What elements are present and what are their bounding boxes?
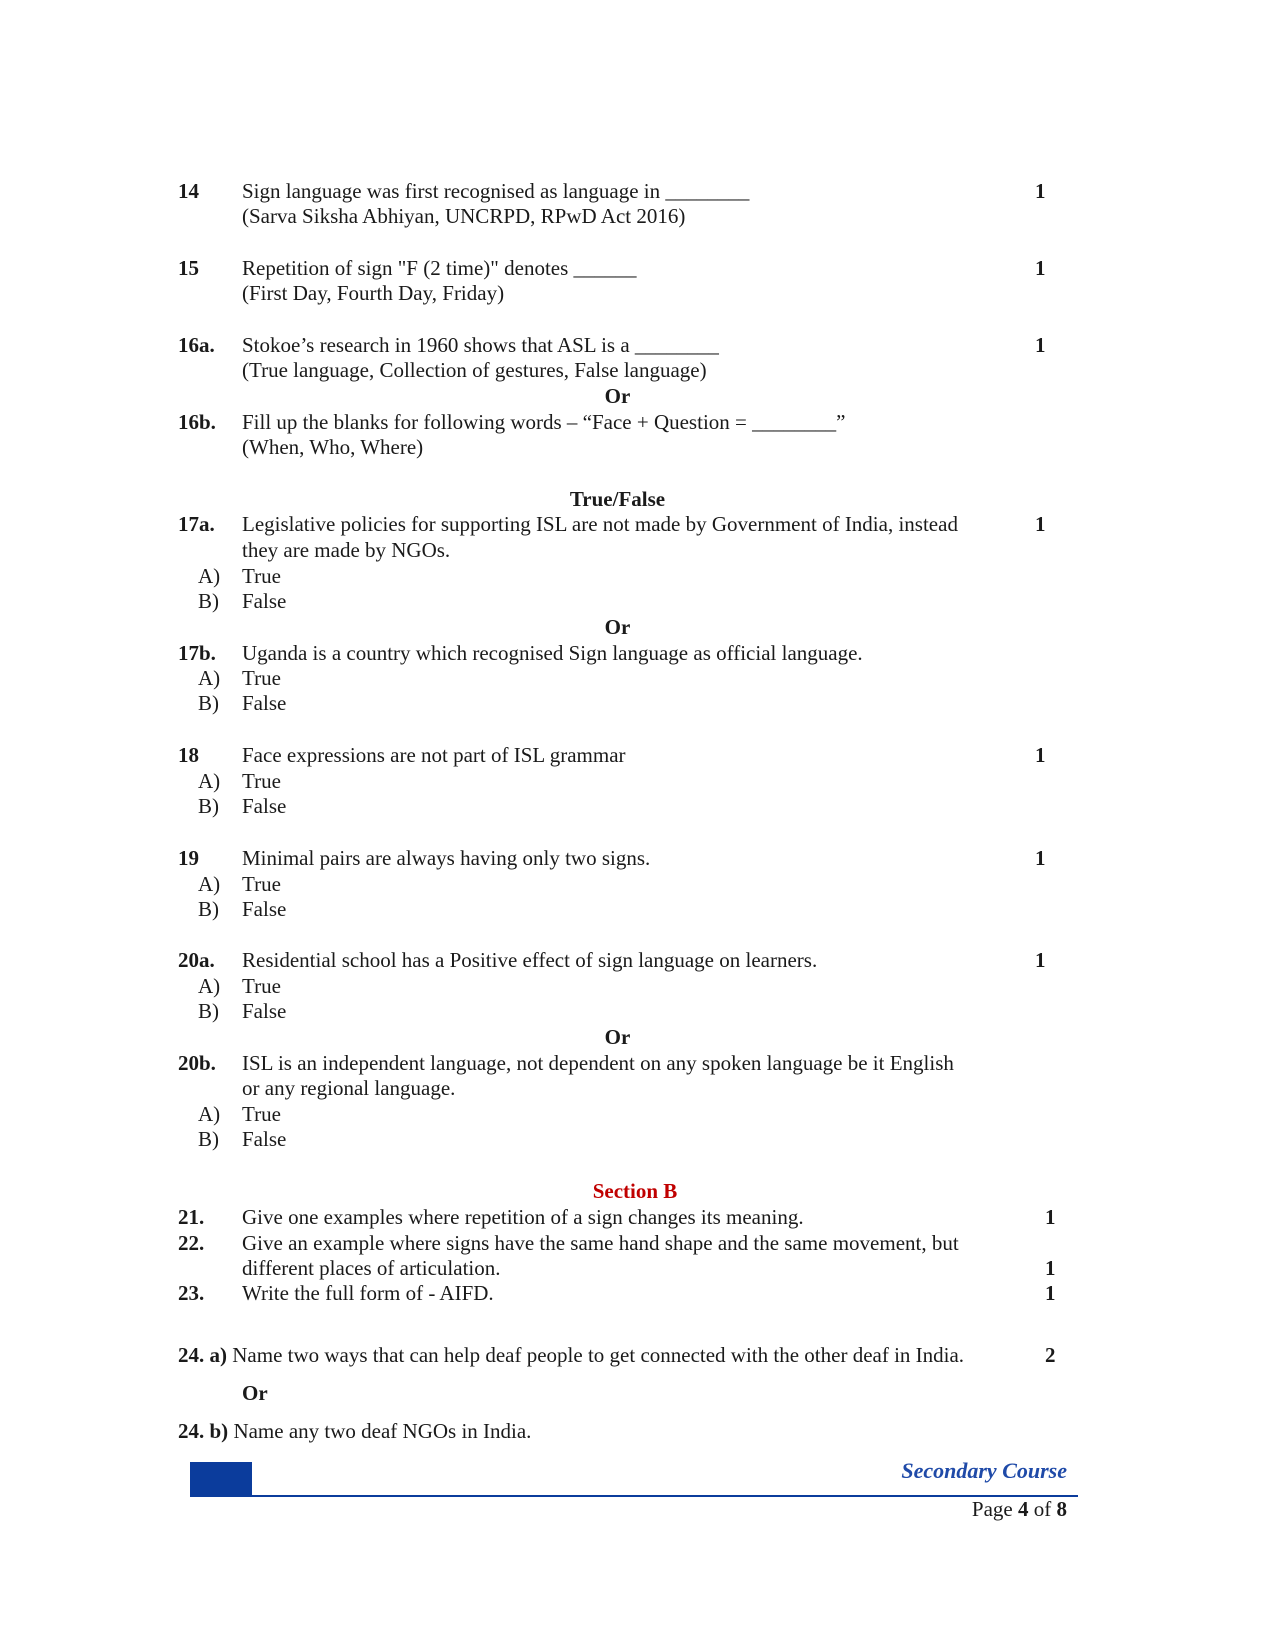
option-text: True (242, 564, 281, 588)
question-text: Give an example where signs have the same hand shape and the same movement, but (242, 1231, 959, 1255)
option-label: B) (198, 999, 219, 1023)
question-text: Fill up the blanks for following words – “Face + Question = ________” (242, 410, 846, 434)
option-label: A) (198, 666, 221, 690)
question-number: 20a. (178, 948, 215, 972)
question-24a (178, 1342, 964, 1368)
question-marks: 2 (1045, 1343, 1056, 1367)
option-label: B) (198, 691, 219, 715)
question-marks: 1 (1045, 1205, 1056, 1229)
option-text: False (242, 589, 287, 613)
question-number: 14 (178, 179, 199, 203)
question-marks: 1 (1035, 256, 1046, 280)
option-label: A) (198, 769, 221, 793)
question-marks: 1 (1035, 948, 1046, 972)
question-number: 20b. (178, 1051, 216, 1075)
question-options: (First Day, Fourth Day, Friday) (242, 281, 505, 305)
question-24b (178, 1418, 531, 1444)
page-of: of (1028, 1497, 1057, 1521)
option-text: True (242, 1102, 281, 1126)
question-marks: 1 (1035, 512, 1046, 536)
question-number: 19 (178, 846, 199, 870)
question-text: Sign language was first recognised as language in ________ (242, 179, 750, 203)
question-text: Name two ways that can help deaf people to get connected with the other deaf in India. (232, 1343, 965, 1367)
option-label: B) (198, 897, 219, 921)
footer-color-block (190, 1462, 252, 1496)
option-label: B) (198, 1127, 219, 1151)
question-text-continued: different places of articulation. (242, 1256, 501, 1280)
question-number: 21. (178, 1205, 205, 1229)
question-text: Repetition of sign "F (2 time)" denotes ______ (242, 256, 637, 280)
question-marks: 1 (1045, 1281, 1056, 1305)
question-number: 16b. (178, 410, 216, 434)
option-label: A) (198, 974, 221, 998)
page-prefix: Page (971, 1497, 1018, 1521)
question-marks: 1 (1045, 1256, 1056, 1280)
option-text: False (242, 999, 287, 1023)
option-text: True (242, 872, 281, 896)
question-text: ISL is an independent language, not dependent on any spoken language be it English (242, 1051, 954, 1075)
option-label: B) (198, 589, 219, 613)
question-number: 18 (178, 743, 199, 767)
question-text: Minimal pairs are always having only two signs. (242, 846, 651, 870)
footer-rule (190, 1495, 1078, 1497)
option-text: False (242, 897, 287, 921)
question-number: 23. (178, 1281, 205, 1305)
option-text: False (242, 691, 287, 715)
question-marks: 1 (1035, 743, 1046, 767)
question-options: (Sarva Siksha Abhiyan, UNCRPD, RPwD Act 2016) (242, 204, 686, 228)
question-options: (True language, Collection of gestures, False language) (242, 358, 707, 382)
question-options: (When, Who, Where) (242, 435, 424, 459)
question-text: Write the full form of - AIFD. (242, 1281, 494, 1305)
question-text-continued: they are made by NGOs. (242, 538, 451, 562)
option-label: A) (198, 872, 221, 896)
question-marks: 1 (1035, 846, 1046, 870)
question-text: Uganda is a country which recognised Sign language as official language. (242, 641, 863, 665)
or-divider: Or (604, 384, 631, 408)
option-text: True (242, 974, 281, 998)
option-label: A) (198, 1102, 221, 1126)
question-number: 22. (178, 1231, 205, 1255)
page-current: 4 (1018, 1497, 1029, 1521)
question-number: 16a. (178, 333, 215, 357)
question-text-continued: or any regional language. (242, 1076, 456, 1100)
or-divider: Or (604, 1025, 631, 1049)
or-divider: Or (604, 615, 631, 639)
question-marks: 1 (1035, 179, 1046, 203)
question-number: 17a. (178, 512, 215, 536)
question-text: Legislative policies for supporting ISL are not made by Government of India, instead (242, 512, 958, 536)
question-marks: 1 (1035, 333, 1046, 357)
question-number: 15 (178, 256, 199, 280)
question-number: 24. b) (178, 1419, 229, 1443)
section-heading-true-false: True/False (569, 487, 666, 511)
option-text: False (242, 794, 287, 818)
question-text: Give one examples where repetition of a sign changes its meaning. (242, 1205, 804, 1229)
option-label: B) (198, 794, 219, 818)
course-name: Secondary Course (901, 1458, 1067, 1483)
question-text: Stokoe’s research in 1960 shows that ASL is a ________ (242, 333, 719, 357)
option-text: True (242, 666, 281, 690)
option-text: False (242, 1127, 287, 1151)
or-divider: Or (242, 1381, 268, 1405)
option-text: True (242, 769, 281, 793)
option-label: A) (198, 564, 221, 588)
question-text: Residential school has a Positive effect of sign language on learners. (242, 948, 818, 972)
section-heading-b: Section B (592, 1179, 678, 1203)
page-number (972, 1497, 1067, 1522)
question-text: Name any two deaf NGOs in India. (233, 1419, 532, 1443)
question-number: 17b. (178, 641, 216, 665)
question-number: 24. a) (178, 1343, 227, 1367)
page-total: 8 (1056, 1497, 1067, 1521)
question-text: Face expressions are not part of ISL grammar (242, 743, 626, 767)
